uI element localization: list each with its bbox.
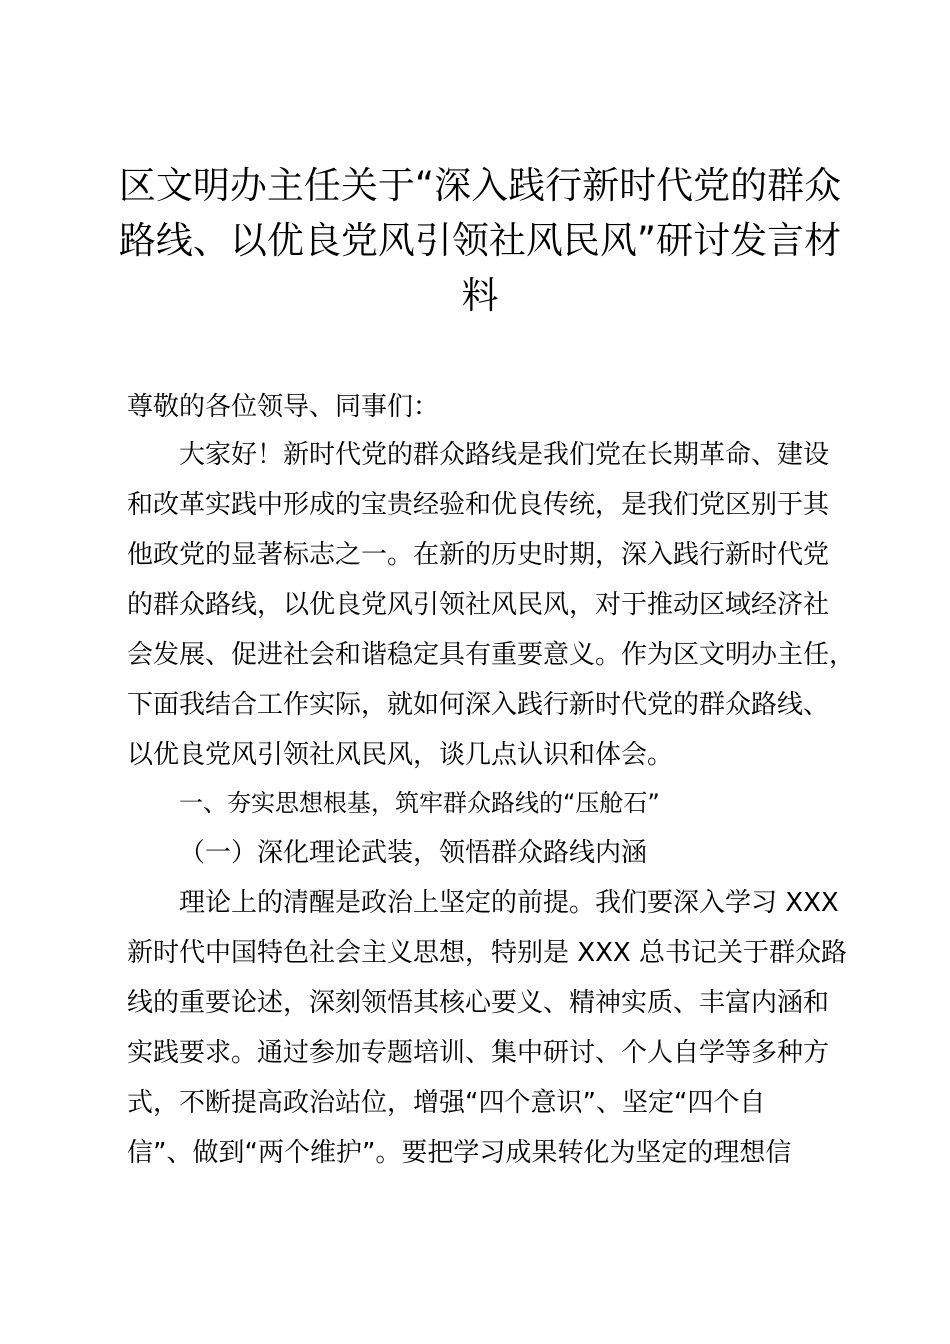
title-line: 路线、以优良党风引领社风民风”研讨发言材 <box>118 219 842 262</box>
body-line: 信”、做到“两个维护”。要把学习成果转化为坚定的理想信 <box>127 1138 792 1168</box>
title-line: 料 <box>461 274 499 317</box>
intro-line: 会发展、促进社会和谐稳定具有重要意义。作为区文明办主任， <box>127 640 856 670</box>
body-line: 式，不断提高政治站位，增强“四个意识”、坚定“四个自 <box>127 1088 766 1118</box>
salutation: 尊敬的各位领导、同事们： <box>127 392 440 422</box>
intro-line: 以优良党风引领社风民风，谈几点认识和体会。 <box>127 740 674 770</box>
body-line: 新时代中国特色社会主义思想，特别是 XXX 总书记关于群众路 <box>127 938 847 968</box>
body-line: 线的重要论述，深刻领悟其核心要义、精神实质、丰富内涵和 <box>127 988 830 1018</box>
subsection-heading: （一）深化理论武装，领悟群众路线内涵 <box>179 838 648 868</box>
section-heading: 一、夯实思想根基，筑牢群众路线的“压舱石” <box>179 789 660 817</box>
intro-line: 他政党的显著标志之一。在新的历史时期，深入践行新时代党 <box>127 540 830 570</box>
intro-line: 大家好！新时代党的群众路线是我们党在长期革命、建设 <box>179 440 830 470</box>
intro-line: 和改革实践中形成的宝贵经验和优良传统，是我们党区别于其 <box>127 490 830 520</box>
body-line: 实践要求。通过参加专题培训、集中研讨、个人自学等多种方 <box>127 1038 830 1068</box>
intro-line: 的群众路线，以优良党风引领社风民风，对于推动区域经济社 <box>127 590 830 620</box>
title-line: 区文明办主任关于“深入践行新时代党的群众 <box>118 164 842 207</box>
body-line: 理论上的清醒是政治上坚定的前提。我们要深入学习 XXX <box>179 888 839 918</box>
document-title <box>110 158 850 323</box>
intro-line: 下面我结合工作实际，就如何深入践行新时代党的群众路线、 <box>127 690 830 720</box>
